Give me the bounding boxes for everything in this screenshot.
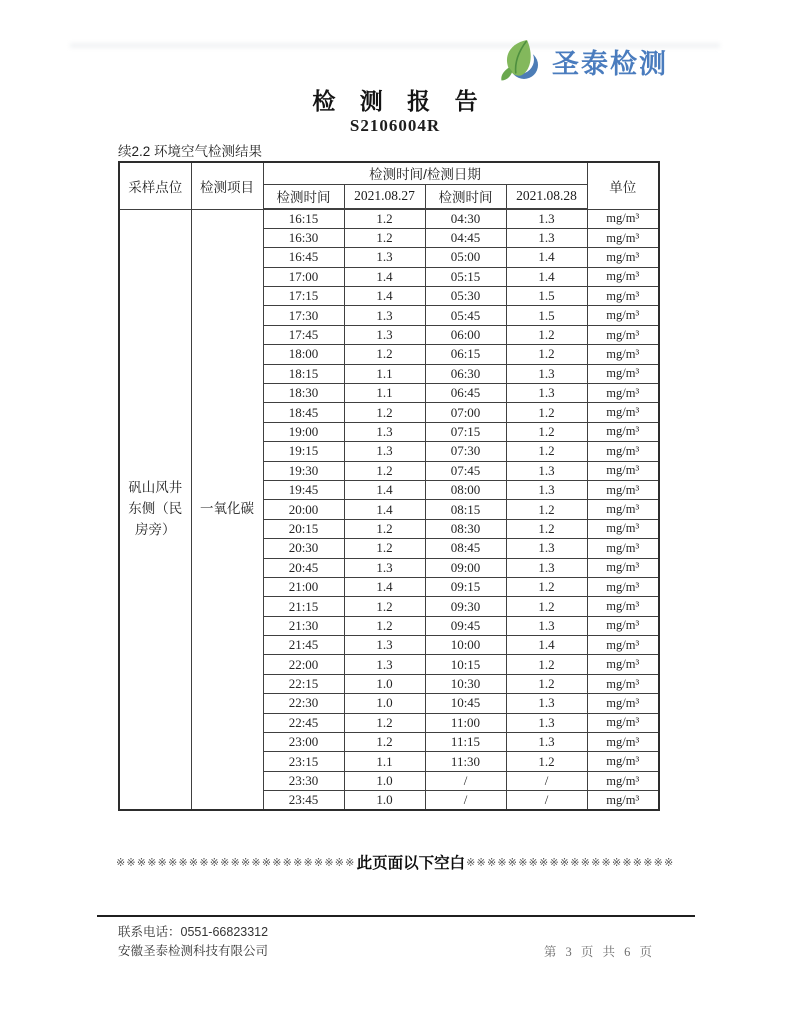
time-cell-day2: 08:00 [425,480,506,499]
value-cell-day2: 1.2 [506,500,587,519]
unit-cell: mg/m³ [587,384,659,403]
value-cell-day2: 1.3 [506,461,587,480]
unit-cell: mg/m³ [587,500,659,519]
unit-cell: mg/m³ [587,791,659,810]
time-cell-day1: 23:00 [263,733,344,752]
value-cell-day2: 1.2 [506,674,587,693]
time-cell-day2: 09:30 [425,597,506,616]
time-cell-day1: 22:45 [263,713,344,732]
time-cell-day2: 06:00 [425,325,506,344]
value-cell-day2: 1.3 [506,616,587,635]
time-cell-day1: 19:15 [263,442,344,461]
time-cell-day2: 05:30 [425,287,506,306]
time-cell-day2: 08:30 [425,519,506,538]
value-cell-day2: 1.2 [506,403,587,422]
value-cell-day1: 1.3 [344,655,425,674]
value-cell-day2: 1.5 [506,306,587,325]
brand-logo [497,38,668,84]
unit-cell: mg/m³ [587,597,659,616]
value-cell-day1: 1.0 [344,674,425,693]
time-cell-day2: 05:45 [425,306,506,325]
value-cell-day1: 1.2 [344,519,425,538]
value-cell-day2: 1.2 [506,597,587,616]
unit-cell: mg/m³ [587,422,659,441]
value-cell-day1: 1.2 [344,616,425,635]
table-header-row-1 [119,162,659,184]
value-cell-day2: 1.5 [506,287,587,306]
time-cell-day2: 06:15 [425,345,506,364]
unit-cell: mg/m³ [587,616,659,635]
value-cell-day1: 1.4 [344,500,425,519]
unit-cell: mg/m³ [587,655,659,674]
value-cell-day2: / [506,771,587,790]
section-label: 续2.2 环境空气检测结果 [118,144,263,159]
time-cell-day2: 07:15 [425,422,506,441]
unit-cell: mg/m³ [587,209,659,228]
unit-cell: mg/m³ [587,539,659,558]
unit-cell: mg/m³ [587,248,659,267]
value-cell-day1: 1.3 [344,248,425,267]
time-cell-day1: 21:30 [263,616,344,635]
subheader-time-2: 检测时间 [425,184,506,209]
results-table [118,161,660,811]
time-cell-day2: 11:30 [425,752,506,771]
time-cell-day1: 20:15 [263,519,344,538]
time-cell-day1: 23:30 [263,771,344,790]
time-cell-day2: 06:45 [425,384,506,403]
time-cell-day1: 16:45 [263,248,344,267]
footer-company: 安徽圣泰检测科技有限公司 [118,944,269,958]
time-cell-day2: 05:00 [425,248,506,267]
table-body [119,209,659,810]
value-cell-day2: 1.2 [506,752,587,771]
time-cell-day1: 20:30 [263,539,344,558]
time-cell-day1: 18:15 [263,364,344,383]
value-cell-day1: 1.3 [344,636,425,655]
header-sampling-point: 采样点位 [119,162,191,209]
unit-cell: mg/m³ [587,461,659,480]
unit-cell: mg/m³ [587,558,659,577]
time-cell-day1: 16:30 [263,228,344,247]
value-cell-day2: 1.3 [506,480,587,499]
unit-cell: mg/m³ [587,636,659,655]
value-cell-day1: 1.1 [344,752,425,771]
report-title: 检 测 报 告 [312,88,487,114]
time-cell-day1: 16:15 [263,209,344,228]
value-cell-day1: 1.4 [344,287,425,306]
time-cell-day2: 11:00 [425,713,506,732]
report-number: S2106004R [349,116,441,135]
value-cell-day1: 1.3 [344,306,425,325]
unit-cell: mg/m³ [587,519,659,538]
time-cell-day1: 20:00 [263,500,344,519]
brand-name: 圣泰检测 [552,48,668,79]
value-cell-day1: 1.2 [344,345,425,364]
unit-cell: mg/m³ [587,228,659,247]
time-cell-day1: 20:45 [263,558,344,577]
subheader-date-2: 2021.08.28 [506,184,587,209]
value-cell-day2: 1.2 [506,442,587,461]
footer-divider [97,915,695,917]
time-cell-day2: 06:30 [425,364,506,383]
unit-cell: mg/m³ [587,325,659,344]
value-cell-day2: 1.4 [506,267,587,286]
time-cell-day1: 19:30 [263,461,344,480]
value-cell-day2: 1.2 [506,345,587,364]
time-cell-day1: 22:15 [263,674,344,693]
value-cell-day1: 1.0 [344,694,425,713]
time-cell-day1: 21:15 [263,597,344,616]
unit-cell: mg/m³ [587,674,659,693]
value-cell-day2: 1.3 [506,733,587,752]
value-cell-day2: / [506,791,587,810]
value-cell-day1: 1.2 [344,733,425,752]
value-cell-day1: 1.2 [344,209,425,228]
value-cell-day1: 1.4 [344,480,425,499]
value-cell-day1: 1.3 [344,422,425,441]
value-cell-day2: 1.3 [506,228,587,247]
value-cell-day1: 1.4 [344,577,425,596]
value-cell-day2: 1.3 [506,694,587,713]
subheader-time-1: 检测时间 [263,184,344,209]
subheader-date-1: 2021.08.27 [344,184,425,209]
time-cell-day2: 07:45 [425,461,506,480]
unit-cell: mg/m³ [587,733,659,752]
value-cell-day2: 1.3 [506,558,587,577]
unit-cell: mg/m³ [587,577,659,596]
time-cell-day2: 09:45 [425,616,506,635]
value-cell-day2: 1.2 [506,422,587,441]
table-row [119,209,659,228]
unit-cell: mg/m³ [587,752,659,771]
time-cell-day2: 11:15 [425,733,506,752]
value-cell-day1: 1.1 [344,364,425,383]
time-cell-day2: 05:15 [425,267,506,286]
value-cell-day1: 1.3 [344,325,425,344]
time-cell-day2: / [425,771,506,790]
time-cell-day1: 22:00 [263,655,344,674]
footer-phone: 联系电话：0551-66823312 [118,925,269,939]
unit-cell: mg/m³ [587,345,659,364]
value-cell-day2: 1.2 [506,577,587,596]
time-cell-day2: 04:30 [425,209,506,228]
item-cell: 一氧化碳 [191,209,263,810]
time-cell-day1: 19:45 [263,480,344,499]
unit-cell: mg/m³ [587,306,659,325]
value-cell-day1: 1.2 [344,228,425,247]
value-cell-day2: 1.2 [506,655,587,674]
value-cell-day1: 1.2 [344,713,425,732]
time-cell-day1: 18:45 [263,403,344,422]
leaf-icon [497,38,545,84]
value-cell-day2: 1.4 [506,248,587,267]
blank-note [116,851,676,873]
time-cell-day1: 17:15 [263,287,344,306]
value-cell-day1: 1.2 [344,403,425,422]
footer-page-number: 第 3 页 共 6 页 [543,945,655,959]
time-cell-day1: 17:00 [263,267,344,286]
value-cell-day2: 1.2 [506,519,587,538]
blank-note-text: 此页面以下空白 [356,855,466,872]
value-cell-day2: 1.4 [506,636,587,655]
value-cell-day1: 1.2 [344,597,425,616]
time-cell-day2: 10:30 [425,674,506,693]
time-cell-day2: / [425,791,506,810]
time-cell-day2: 10:00 [425,636,506,655]
time-cell-day1: 17:30 [263,306,344,325]
time-cell-day2: 08:15 [425,500,506,519]
time-cell-day2: 08:45 [425,539,506,558]
sampling-point-cell: 矾山风井东侧（民房旁） [119,209,191,810]
unit-cell: mg/m³ [587,771,659,790]
value-cell-day1: 1.3 [344,558,425,577]
unit-cell: mg/m³ [587,403,659,422]
header-unit: 单位 [587,162,659,209]
value-cell-day1: 1.1 [344,384,425,403]
value-cell-day2: 1.3 [506,539,587,558]
value-cell-day2: 1.3 [506,384,587,403]
time-cell-day2: 10:15 [425,655,506,674]
unit-cell: mg/m³ [587,713,659,732]
time-cell-day2: 09:15 [425,577,506,596]
value-cell-day2: 1.2 [506,325,587,344]
time-cell-day1: 17:45 [263,325,344,344]
time-cell-day1: 18:30 [263,384,344,403]
blank-note-marks-left: ※※※※※※※※※※※※※※※※※※※※※※※ [116,856,356,869]
value-cell-day1: 1.2 [344,539,425,558]
time-cell-day2: 04:45 [425,228,506,247]
value-cell-day1: 1.2 [344,461,425,480]
time-cell-day1: 19:00 [263,422,344,441]
time-cell-day2: 07:30 [425,442,506,461]
time-cell-day2: 07:00 [425,403,506,422]
time-cell-day1: 23:15 [263,752,344,771]
time-cell-day2: 09:00 [425,558,506,577]
value-cell-day1: 1.0 [344,771,425,790]
unit-cell: mg/m³ [587,287,659,306]
time-cell-day1: 21:45 [263,636,344,655]
value-cell-day1: 1.0 [344,791,425,810]
time-cell-day1: 21:00 [263,577,344,596]
header-item: 检测项目 [191,162,263,209]
value-cell-day2: 1.3 [506,209,587,228]
value-cell-day1: 1.3 [344,442,425,461]
value-cell-day2: 1.3 [506,713,587,732]
time-cell-day1: 23:45 [263,791,344,810]
blank-note-marks-right: ※※※※※※※※※※※※※※※※※※※※ [466,856,675,869]
value-cell-day2: 1.3 [506,364,587,383]
unit-cell: mg/m³ [587,364,659,383]
header-datetime-group: 检测时间/检测日期 [263,162,587,184]
time-cell-day1: 18:00 [263,345,344,364]
unit-cell: mg/m³ [587,267,659,286]
time-cell-day1: 22:30 [263,694,344,713]
unit-cell: mg/m³ [587,694,659,713]
unit-cell: mg/m³ [587,442,659,461]
time-cell-day2: 10:45 [425,694,506,713]
value-cell-day1: 1.4 [344,267,425,286]
unit-cell: mg/m³ [587,480,659,499]
